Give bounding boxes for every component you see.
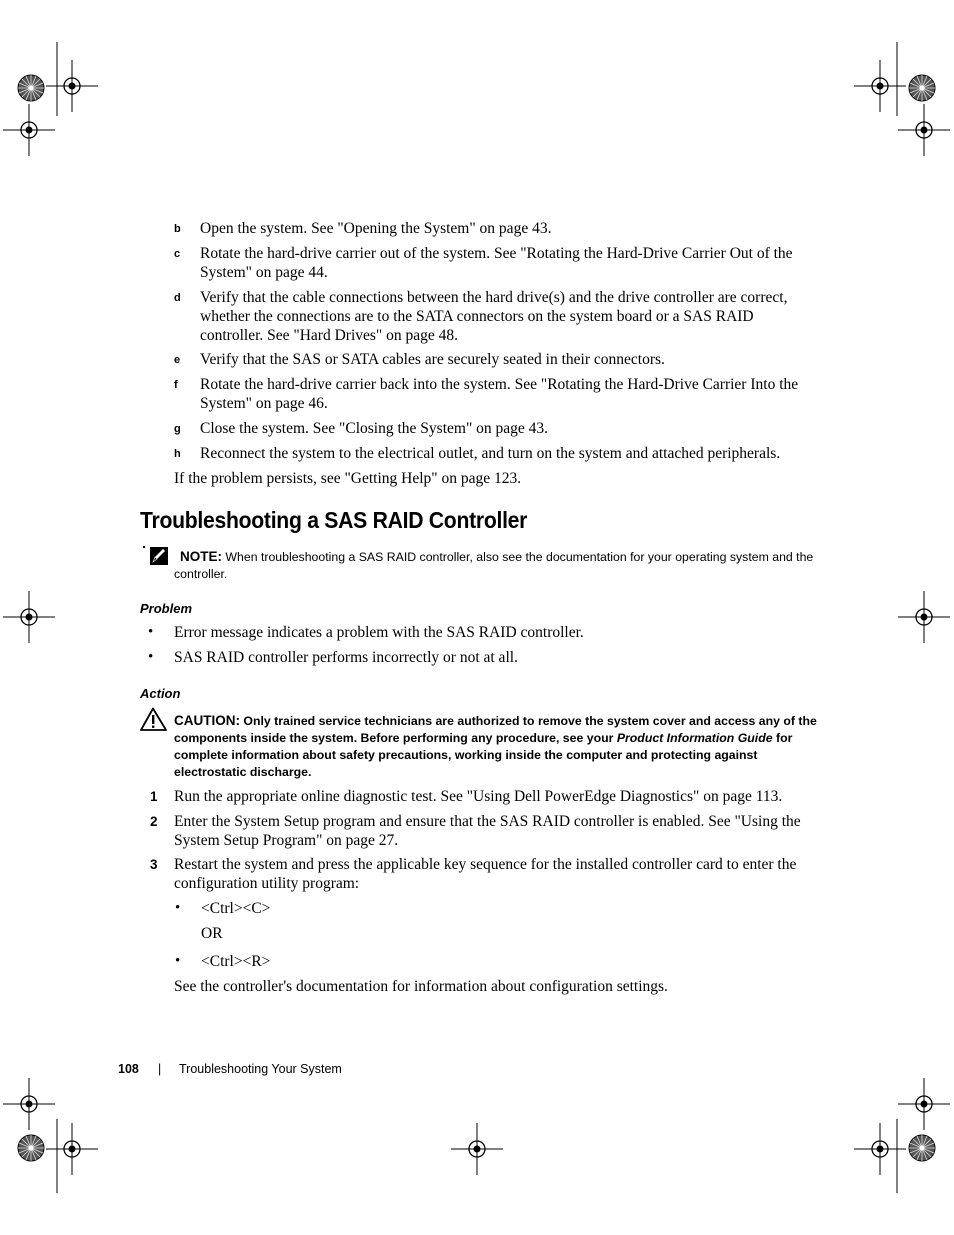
step-letter: e — [174, 354, 181, 366]
bullet-icon: • — [175, 953, 181, 969]
caution-icon — [140, 707, 168, 731]
step-number: 3 — [150, 857, 158, 872]
problem-bullet: Error message indicates a problem with the SAS RAID controller. — [174, 624, 584, 641]
note-icon — [142, 545, 170, 567]
footer-separator: | — [158, 1062, 162, 1076]
step-letter: h — [174, 448, 181, 460]
caution-text: Only trained service technicians are authorized to remove the system cover and access any of the components inside the system. Before performing any procedure, see your — [174, 714, 817, 745]
step-letter: d — [174, 292, 181, 304]
step-text: Reconnect the system to the electrical outlet, and turn on the system and attached peripherals. — [200, 445, 781, 462]
note-block — [174, 548, 814, 583]
action-heading: Action — [140, 686, 181, 701]
problem-heading: Problem — [140, 601, 193, 616]
step-text: Rotate the hard-drive carrier out of the system. See "Rotating the Hard-Drive Carrier Out of the System" on page 44. — [200, 245, 793, 281]
problem-bullet: SAS RAID controller performs incorrectly or not at all. — [174, 649, 518, 666]
step-letter: b — [174, 223, 181, 235]
step-text: Rotate the hard-drive carrier back into the system. See "Rotating the Hard-Drive Carrier Into the System" on page 46. — [200, 376, 799, 412]
key-sequence: <Ctrl><C> — [201, 900, 271, 917]
bullet-icon: • — [175, 900, 181, 916]
step-text: Verify that the SAS or SATA cables are securely seated in their connectors. — [200, 351, 665, 368]
page-title: Troubleshooting a SAS RAID Controller — [140, 507, 528, 533]
step-text: Verify that the cable connections between the hard drive(s) and the drive controller are correct, whether the connections are to the SATA connectors on the system board or a SAS RAID controller. See "Hard Drives" on page 48. — [200, 289, 788, 344]
crop-lines — [57, 42, 897, 1193]
bullet-icon: • — [148, 649, 154, 665]
caution-label: CAUTION: — [174, 713, 240, 728]
key-sequence: <Ctrl><R> — [201, 953, 271, 970]
note-text: When troubleshooting a SAS RAID controller, also see the documentation for your operating system and the controller. — [174, 550, 814, 581]
caution-text: for complete information about safety precautions, working inside the computer and protecting against electrostatic discharge. — [174, 731, 793, 779]
persist-text: If the problem persists, see "Getting Help" on page 123. — [174, 470, 522, 487]
step-letter: g — [174, 423, 181, 435]
caution-guide: Product Information Guide — [616, 731, 773, 745]
or-text: OR — [201, 925, 223, 942]
page-number: 108 — [118, 1062, 139, 1076]
config-text: See the controller's documentation for information about configuration settings. — [174, 978, 668, 995]
note-label: NOTE: — [180, 549, 222, 564]
step-text: Close the system. See "Closing the System" on page 43. — [200, 420, 549, 437]
step-text: Run the appropriate online diagnostic test. See "Using Dell PowerEdge Diagnostics" on page 113. — [174, 788, 783, 805]
step-letter: c — [174, 248, 181, 260]
step-text: Open the system. See "Opening the System" on page 43. — [200, 220, 552, 237]
bullet-icon: • — [148, 624, 154, 640]
step-text: Enter the System Setup program and ensure that the SAS RAID controller is enabled. See "Using the System Setup Program" on page 27. — [174, 813, 801, 849]
caution-block — [174, 712, 819, 781]
step-number: 2 — [150, 814, 158, 829]
step-letter: f — [174, 379, 178, 391]
step-text: Restart the system and press the applicable key sequence for the installed controller card to enter the configuration utility program: — [174, 856, 797, 892]
footer-title: Troubleshooting Your System — [179, 1062, 342, 1076]
step-number: 1 — [150, 789, 158, 804]
